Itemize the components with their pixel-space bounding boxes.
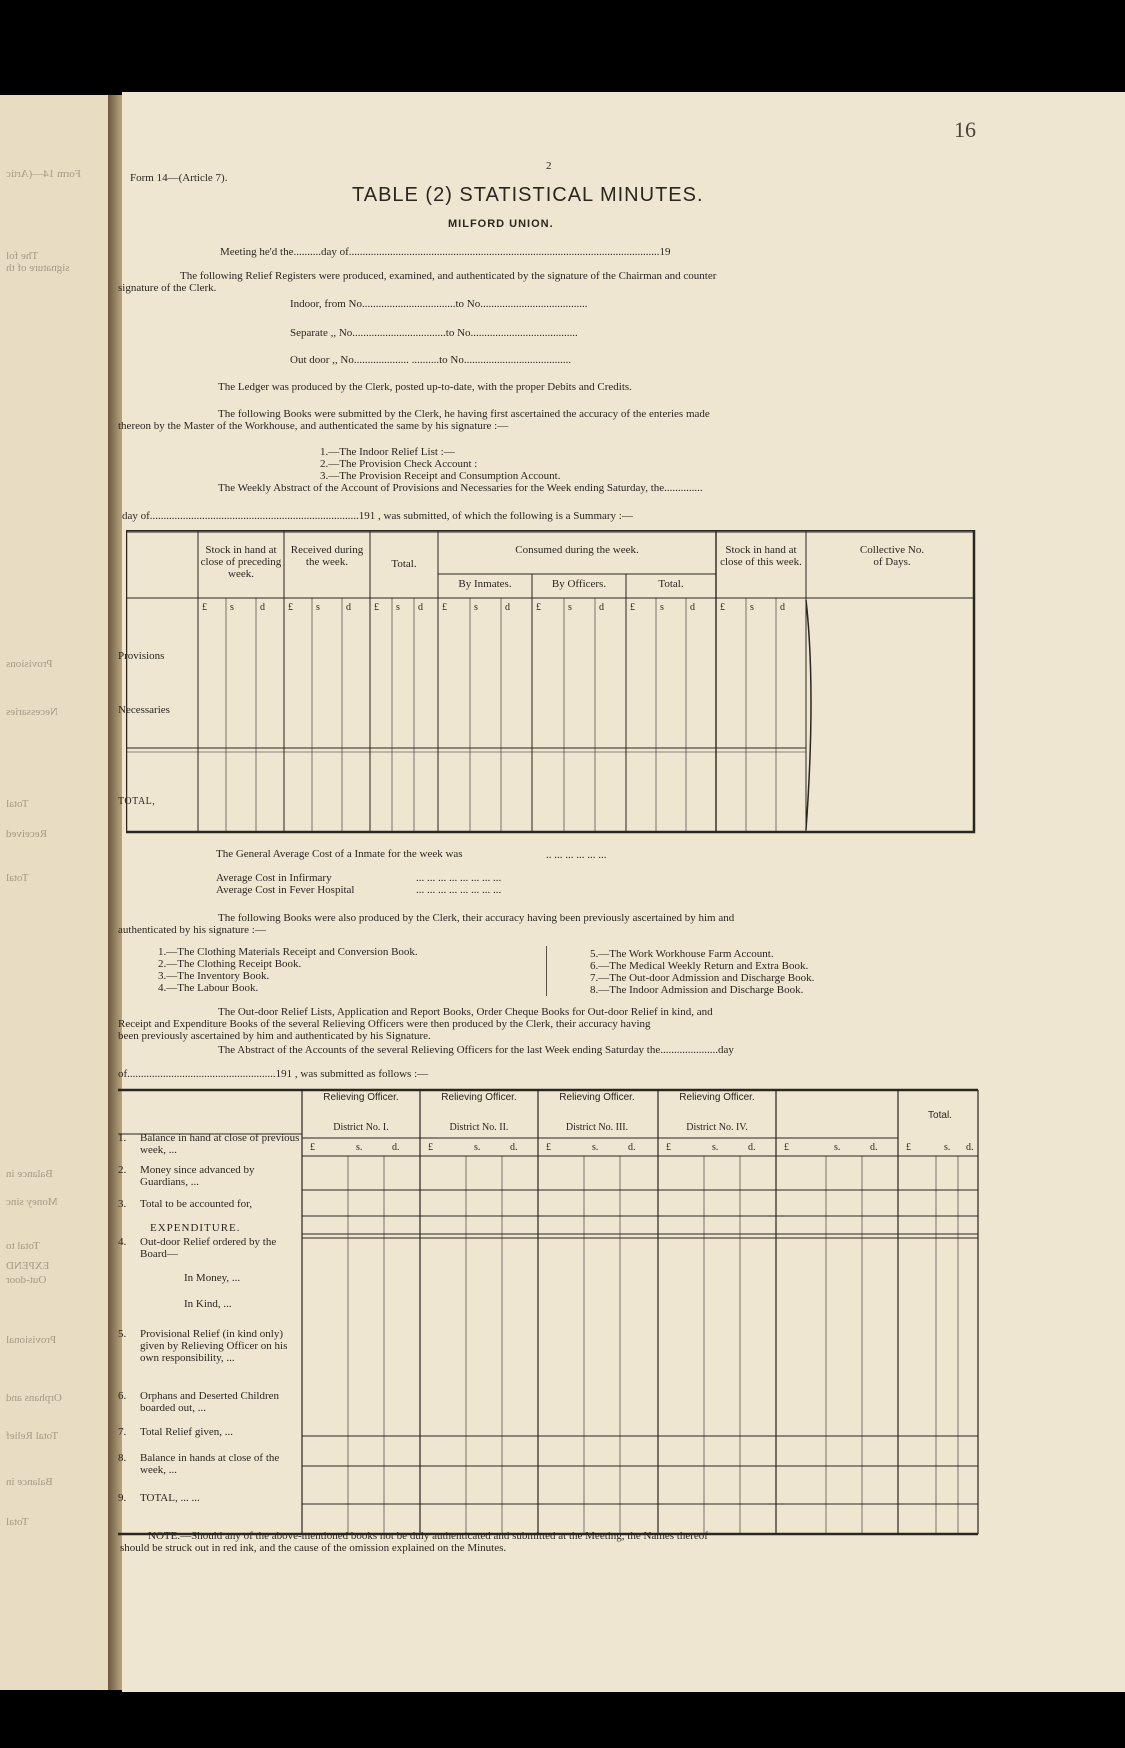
- avg-fever-line: Average Cost in Fever Hospital: [216, 884, 355, 896]
- form-page: [118, 92, 1125, 1692]
- mirrored-fragment: Form 14—(Artic: [6, 168, 81, 180]
- row-number: 1.: [118, 1132, 127, 1144]
- clerk-book-8: 8.—The Indoor Admission and Discharge Book.: [590, 984, 804, 996]
- clerk-book-3: 3.—The Inventory Book.: [158, 970, 270, 982]
- currency-symbol: d: [780, 602, 785, 613]
- currency-symbol: d.: [870, 1142, 878, 1153]
- header-collective-days: Collective No. of Days.: [859, 544, 925, 568]
- mirrored-fragment: Total to: [6, 1240, 40, 1252]
- row-number: 2.: [118, 1164, 127, 1176]
- outdoor-para-2: Receipt and Expenditure Books of the several Relieving Officers were then produced by the Clerk, their accuracy having: [118, 1018, 651, 1030]
- district-label: District No. II.: [449, 1122, 509, 1133]
- clerk-book-5: 5.—The Work Workhouse Farm Account.: [590, 948, 774, 960]
- mirrored-fragment: Total: [6, 1516, 29, 1528]
- avg-fever-dots: ... ... ... ... ... ... ... ...: [416, 884, 502, 896]
- header-stock-prev: Stock in hand at close of preceding week.: [200, 544, 282, 580]
- header-by-officers: By Officers.: [551, 578, 607, 590]
- currency-symbol: s.: [834, 1142, 841, 1153]
- currency-symbol: d: [505, 602, 510, 613]
- currency-symbol: d: [690, 602, 695, 613]
- currency-symbol: d.: [748, 1142, 756, 1153]
- total-column-label: Total.: [928, 1110, 952, 1121]
- currency-symbol: £: [374, 602, 379, 613]
- district-label: District No. IV.: [686, 1122, 748, 1133]
- row-number: 7.: [118, 1426, 127, 1438]
- row-number: 9.: [118, 1492, 127, 1504]
- avg-infirmary-line: Average Cost in Infirmary: [216, 872, 332, 884]
- currency-symbol: d.: [510, 1142, 518, 1153]
- row-number: 3.: [118, 1198, 127, 1210]
- page-corner-number: 16: [954, 117, 976, 142]
- outdoor-para-3: been previously ascertained by him and authenticated by his Signature.: [118, 1030, 431, 1042]
- clerk-book-2: 2.—The Clothing Receipt Book.: [158, 958, 302, 970]
- row-number: 8.: [118, 1452, 127, 1464]
- currency-symbol: £: [784, 1142, 789, 1153]
- avg-infirmary-dots: ... ... ... ... ... ... ... ...: [416, 872, 502, 884]
- currency-symbol: d.: [966, 1142, 974, 1153]
- row-label: Orphans and Deserted Children boarded out, ...: [140, 1390, 279, 1414]
- union-name: MILFORD UNION.: [448, 218, 554, 230]
- clerk-book-7: 7.—The Out-door Admission and Discharge Book.: [590, 972, 815, 984]
- relief-intro-cont: signature of the Clerk.: [118, 282, 217, 294]
- mirrored-fragment: Total Relief: [6, 1430, 59, 1442]
- currency-symbol: £: [202, 602, 207, 613]
- row-necessaries: Necessaries: [118, 704, 170, 716]
- row-label: Money since advanced by Guardians, ...: [140, 1164, 255, 1188]
- currency-symbol: d.: [628, 1142, 636, 1153]
- currency-symbol: s: [750, 602, 754, 613]
- master-book-2: 2.—The Provision Check Account :: [320, 458, 478, 470]
- currency-symbol: s.: [356, 1142, 363, 1153]
- master-book-1: 1.—The Indoor Relief List :—: [320, 446, 455, 458]
- currency-symbol: £: [428, 1142, 433, 1153]
- currency-symbol: s: [316, 602, 320, 613]
- clerk-books-intro: The following Books were also produced by the Clerk, their accuracy having been previously ascertained by him and: [218, 912, 735, 924]
- books-intro-cont: thereon by the Master of the Workhouse, and authenticated the same by his signature :—: [118, 420, 509, 432]
- left-page-spine: [0, 95, 115, 1690]
- clerk-book-6: 6.—The Medical Weekly Return and Extra Book.: [590, 960, 809, 972]
- register-separate: Separate ,, No..................................to No.......................................: [290, 327, 578, 339]
- row-provisions: Provisions: [118, 650, 165, 662]
- currency-symbol: s: [396, 602, 400, 613]
- currency-symbol: £: [536, 602, 541, 613]
- mirrored-fragment: Balance in: [6, 1168, 53, 1180]
- average-cost-dots: .. ... ... ... ... ...: [546, 849, 607, 861]
- currency-symbol: s: [474, 602, 478, 613]
- relief-intro: The following Relief Registers were produced, examined, and authenticated by the signature of the Chairman and counter: [180, 270, 717, 282]
- mirrored-fragment: Money sinc: [6, 1196, 58, 1208]
- currency-symbol: £: [288, 602, 293, 613]
- ledger-line: The Ledger was produced by the Clerk, posted up-to-date, with the proper Debits and Credits.: [218, 381, 632, 393]
- currency-symbol: d: [599, 602, 604, 613]
- mirrored-fragment: Out-door: [6, 1274, 47, 1286]
- currency-symbol: d: [418, 602, 423, 613]
- row-label: Total to be accounted for,: [140, 1198, 253, 1210]
- mirrored-fragment: Provisions: [6, 658, 53, 670]
- meeting-line: Meeting he'd the..........day of.................................................................................................................19: [220, 246, 671, 258]
- currency-symbol: s: [230, 602, 234, 613]
- row-number: 6.: [118, 1390, 127, 1402]
- mirrored-fragment: Balance in: [6, 1476, 53, 1488]
- page-title: TABLE (2) STATISTICAL MINUTES.: [352, 184, 704, 206]
- currency-symbol: £: [310, 1142, 315, 1153]
- currency-symbol: d: [346, 602, 351, 613]
- page-number: 2: [546, 160, 552, 172]
- of-line: of......................................................191 , was submitted as follows :—: [118, 1068, 429, 1080]
- currency-symbol: £: [442, 602, 447, 613]
- currency-symbol: d.: [392, 1142, 400, 1153]
- currency-symbol: £: [666, 1142, 671, 1153]
- note-line-2: should be struck out in red ink, and the cause of the omission explained on the Minutes.: [120, 1542, 507, 1554]
- row-label: TOTAL, ... ...: [140, 1492, 200, 1504]
- mirrored-fragment: Provisional: [6, 1334, 57, 1346]
- currency-symbol: £: [720, 602, 725, 613]
- row-label: Total Relief given, ...: [140, 1426, 234, 1438]
- clerk-book-4: 4.—The Labour Book.: [158, 982, 259, 994]
- row-label: EXPENDITURE.: [150, 1222, 241, 1234]
- row-total: TOTAL,: [118, 796, 156, 807]
- mirrored-fragment: Total: [6, 798, 29, 810]
- header-by-inmates: By Inmates.: [458, 578, 512, 590]
- header-total: Total.: [391, 558, 417, 570]
- mirrored-fragment: The fol: [6, 250, 39, 262]
- book-list-divider: [546, 946, 547, 996]
- relieving-officer-label: Relieving Officer.: [559, 1092, 635, 1103]
- currency-symbol: s.: [712, 1142, 719, 1153]
- header-stock-week: Stock in hand at close of this week.: [720, 544, 802, 568]
- clerk-book-1: 1.—The Clothing Materials Receipt and Conversion Book.: [158, 946, 418, 958]
- outdoor-abstract: The Abstract of the Accounts of the several Relieving Officers for the last Week ending Saturday the.....................day: [218, 1044, 734, 1056]
- mirrored-fragment: Orphans and: [6, 1392, 62, 1404]
- register-outdoor: Out door ,, No.................... ..........to No.......................................: [290, 354, 572, 366]
- row-label: Balance in hand at close of previous week, ...: [140, 1132, 300, 1156]
- note-line-1: NOTE.—Should any of the above-mentioned books not be duly authenticated and submitted at the Meeting, the Names thereof: [148, 1530, 708, 1542]
- day-of-line: day of............................................................................191 , was submitted, of which the following is a Summary :—: [122, 510, 633, 522]
- register-indoor: Indoor, from No..................................to No.......................................: [290, 298, 588, 310]
- row-label: Provisional Relief (in kind only) given by Relieving Officer on his own responsibility, ...: [140, 1328, 288, 1364]
- currency-symbol: £: [630, 602, 635, 613]
- currency-symbol: £: [546, 1142, 551, 1153]
- relieving-officer-label: Relieving Officer.: [441, 1092, 517, 1103]
- currency-symbol: s.: [944, 1142, 951, 1153]
- relieving-officer-label: Relieving Officer.: [679, 1092, 755, 1103]
- row-label: Out-door Relief ordered by the Board—: [140, 1236, 277, 1260]
- clerk-books-intro-cont: authenticated by his signature :—: [118, 924, 266, 936]
- form-reference: Form 14—(Article 7).: [130, 172, 228, 184]
- row-number: 5.: [118, 1328, 127, 1340]
- currency-symbol: d: [260, 602, 265, 613]
- outdoor-para-1: The Out-door Relief Lists, Application and Report Books, Order Cheque Books for Out-door Relief in kind, and: [218, 1006, 713, 1018]
- currency-symbol: s.: [474, 1142, 481, 1153]
- header-received: Received during the week.: [290, 544, 364, 568]
- mirrored-fragment: signature of th: [6, 262, 70, 274]
- currency-symbol: s: [660, 602, 664, 613]
- currency-symbol: s.: [592, 1142, 599, 1153]
- row-label: In Kind, ...: [184, 1298, 232, 1310]
- currency-symbol: £: [906, 1142, 911, 1153]
- row-number: 4.: [118, 1236, 127, 1248]
- mirrored-fragment: Total: [6, 872, 29, 884]
- average-cost-line: The General Average Cost of a Inmate for the week was: [216, 848, 463, 860]
- mirrored-fragment: EXPEND: [6, 1260, 50, 1272]
- district-label: District No. I.: [333, 1122, 389, 1133]
- mirrored-fragment: Received: [6, 828, 47, 840]
- currency-symbol: s: [568, 602, 572, 613]
- district-label: District No. III.: [565, 1122, 629, 1133]
- weekly-abstract: The Weekly Abstract of the Account of Provisions and Necessaries for the Week ending Saturday, the..............: [218, 482, 703, 494]
- mirrored-fragment: Necessaries: [6, 706, 58, 718]
- books-intro: The following Books were submitted by the Clerk, he having first ascertained the accuracy of the enteries made: [218, 408, 710, 420]
- relieving-officer-label: Relieving Officer.: [323, 1092, 399, 1103]
- header-consumed-total: Total.: [658, 578, 684, 590]
- row-label: In Money, ...: [184, 1272, 241, 1284]
- header-consumed: Consumed during the week.: [515, 544, 639, 556]
- row-label: Balance in hands at close of the week, ...: [140, 1452, 280, 1476]
- master-book-3: 3.—The Provision Receipt and Consumption Account.: [320, 470, 561, 482]
